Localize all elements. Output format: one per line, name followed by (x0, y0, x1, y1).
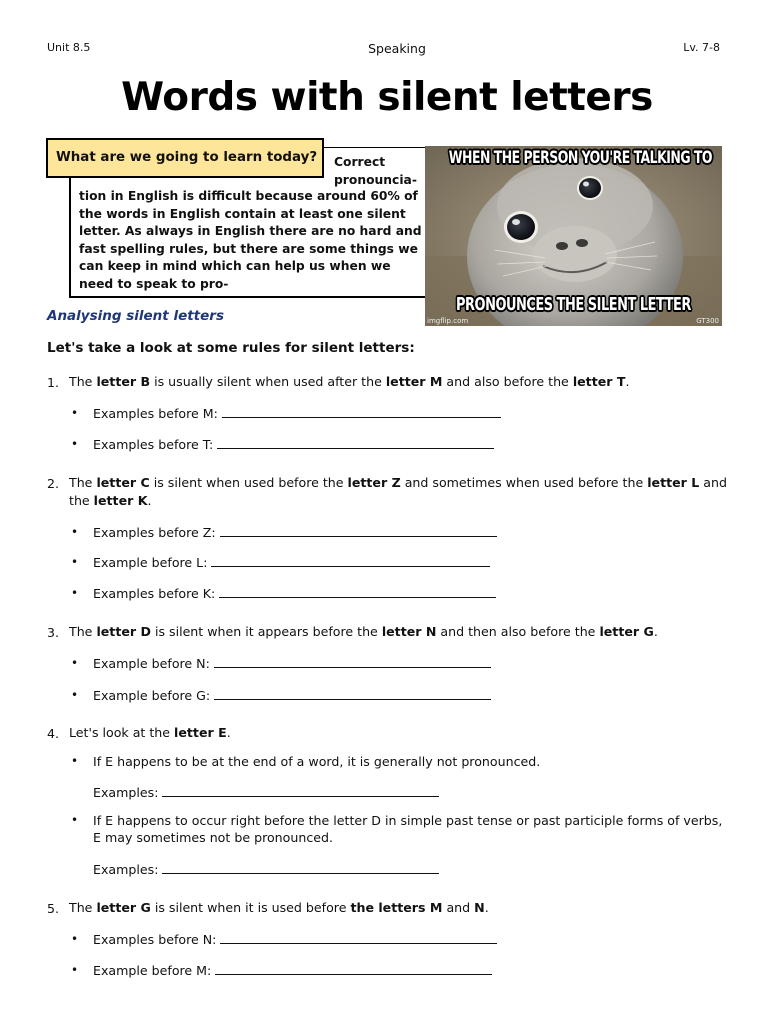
bullet-dot: • (71, 525, 79, 539)
rule-4-bullet-2: If E happens to occur right before the letter D in simple past tense or past participle forms of verbs, (93, 813, 723, 828)
answer-blank[interactable] (211, 555, 490, 567)
rule-4-text: Let's look at the letter E. (69, 725, 231, 740)
answer-blank[interactable] (162, 785, 439, 797)
answer-blank[interactable] (214, 688, 491, 700)
intro-text-right: Correct pronouncia- (334, 155, 417, 187)
example-line: Examples: (93, 861, 439, 879)
learn-callout: What are we going to learn today? (46, 138, 324, 178)
rule-number: 2. (47, 476, 60, 491)
rule-5-text: The letter G is silent when it is used before the letters M and N. (69, 900, 489, 915)
answer-blank[interactable] (219, 586, 496, 598)
example-line: Example before M: (93, 962, 492, 980)
seal-meme-image (425, 146, 722, 326)
bullet-dot: • (71, 813, 79, 827)
rule-2-text: The letter C is silent when used before the letter Z and sometimes when used before the letter L and (69, 475, 727, 490)
rule-4-bullet-1: If E happens to be at the end of a word, it is generally not pronounced. (93, 754, 541, 769)
lead-sentence: Let's take a look at some rules for silent letters: (47, 340, 415, 356)
meme-top-caption: WHEN THE PERSON YOU'RE TALKING TO (448, 148, 713, 167)
bullet-dot: • (71, 754, 79, 768)
bullet-dot: • (71, 555, 79, 569)
answer-blank[interactable] (214, 656, 491, 668)
unit-label: Unit 8.5 (47, 41, 91, 54)
example-line: Examples: (93, 784, 439, 802)
bullet-dot: • (71, 656, 79, 670)
answer-blank[interactable] (222, 406, 501, 418)
answer-blank[interactable] (215, 963, 492, 975)
answer-blank[interactable] (162, 862, 439, 874)
example-line: Examples before K: (93, 585, 496, 603)
example-line: Example before G: (93, 687, 491, 705)
bullet-dot: • (71, 688, 79, 702)
answer-blank[interactable] (220, 932, 497, 944)
answer-blank[interactable] (217, 437, 494, 449)
meme-watermark-right: GT300 (696, 317, 719, 325)
rule-number: 4. (47, 726, 60, 741)
example-line: Examples before N: (93, 931, 497, 949)
meme-bottom-caption: PRONOUNCES THE SILENT LETTER (456, 294, 691, 315)
bullet-dot: • (71, 437, 79, 451)
meme-watermark-left: imgflip.com (427, 317, 469, 325)
rule-3-text: The letter D is silent when it appears before the letter N and then also before the letter G. (69, 624, 658, 639)
example-line: Example before N: (93, 655, 491, 673)
bullet-dot: • (71, 406, 79, 420)
page-title: Words with silent letters (121, 75, 653, 120)
level-label: Lv. 7-8 (683, 41, 720, 54)
rule-1-text: The letter B is usually silent when used after the letter M and also before the letter T. (69, 374, 630, 389)
intro-text-main: tion in English is difficult because around 60% of the words in English contain at least one silent letter. As always in English there are no hard and fast spelling rules, but there are some things we can keep in mind which can help us when we need to speak to pro- (79, 189, 422, 291)
bullet-dot: • (71, 932, 79, 946)
rule-number: 5. (47, 901, 60, 916)
rule-number: 3. (47, 625, 60, 640)
example-line: Examples before M: (93, 405, 501, 423)
example-line: Examples before T: (93, 436, 494, 454)
example-line: Example before L: (93, 554, 490, 572)
section-heading: Analysing silent letters (47, 308, 224, 324)
bullet-dot: • (71, 963, 79, 977)
rule-4-bullet-2-line2: E may sometimes not be pronounced. (93, 830, 333, 845)
bullet-dot: • (71, 586, 79, 600)
rule-number: 1. (47, 375, 60, 390)
answer-blank[interactable] (220, 525, 497, 537)
example-line: Examples before Z: (93, 524, 497, 542)
section-label: Speaking (368, 41, 426, 56)
rule-2-text-line2: the letter K. (69, 493, 152, 508)
